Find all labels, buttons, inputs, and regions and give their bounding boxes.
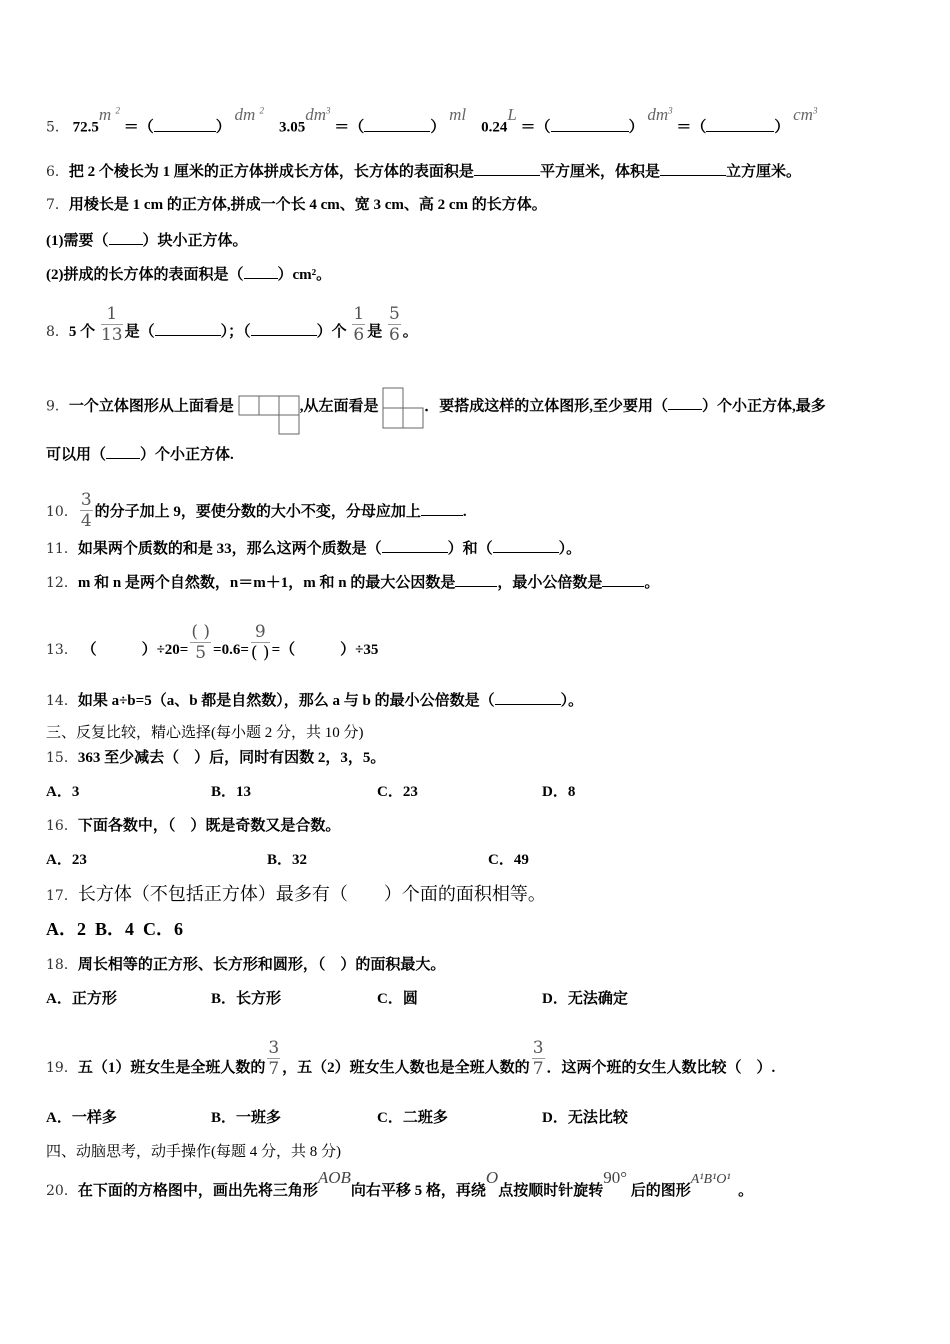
option-a[interactable]: A．正方形 xyxy=(46,991,117,1007)
unit-dm2: dm $^2$ xyxy=(234,104,265,124)
option-b[interactable]: B．32 xyxy=(267,852,308,868)
fraction: $\frac{3}{4}$ xyxy=(80,490,92,531)
option-c[interactable]: C．49 xyxy=(488,852,529,868)
option-c[interactable]: C．23 xyxy=(377,784,418,800)
unit-l: L xyxy=(507,104,517,124)
fraction: $\frac{9}{( )}$ xyxy=(250,622,270,663)
question-17: 17．长方体（不包括正方体）最多有（ ）个面的面积相等。 xyxy=(46,884,546,904)
unit-ml: ml xyxy=(449,104,467,124)
question-16: 16．下面各数中，（ ）既是奇数又是合数。 xyxy=(46,818,341,834)
question-5: 5． 72.5m $^2$ ＝（ ） dm $^2$ $3.05dm^3$ ＝（ ） ml 0.24L ＝（ ） $dm^3$ ＝（ ） $cm^3$ xyxy=(46,104,818,136)
question-8: 8．5 个 $\frac{1}{13}$ 是（ ）；（ ）个 $\frac{1}{6}$ 是 $\frac{5}{6}$ 。 xyxy=(46,304,418,345)
option-b[interactable]: B．13 xyxy=(211,784,252,800)
fraction: $\frac{3}{7}$ xyxy=(268,1038,280,1079)
question-10: 10． $\frac{3}{4}$ 的分子加上 9，要使分数的大小不变，分母应加上 . xyxy=(46,490,467,531)
question-15: 15．363 至少减去（ ）后，同时有因数 2，3，5。 xyxy=(46,750,386,766)
question-7: 7．用棱长是 1 cm 的正方体,拼成一个长 4 cm、宽 3 cm、高 2 cm 的长方体。 xyxy=(46,197,547,213)
question-19: 19．五（1）班女生是全班人数的 $\frac{3}{7}$ ，五（2）班女生人数也是全班人数的 $\frac{3}{7}$ ．这两个班的女生人数比较（ ）. xyxy=(46,1038,776,1079)
math-a1b1o1: A¹B¹O¹ xyxy=(690,1172,731,1187)
math-90-degrees: 90° xyxy=(603,1168,628,1187)
fraction: $\frac{( )}{5}$ xyxy=(191,622,211,663)
option-b[interactable]: B．长方形 xyxy=(211,991,282,1007)
math-aob: AOB xyxy=(317,1168,351,1187)
answer-blank[interactable] xyxy=(364,116,430,132)
option-d[interactable]: D．无法确定 xyxy=(542,991,628,1007)
question-11: 11．如果两个质数的和是 33，那么这两个质数是（ ）和（ ）。 xyxy=(46,537,581,559)
top-view-grid-icon xyxy=(238,395,300,435)
answer-blank[interactable] xyxy=(109,229,143,245)
answer-blank[interactable] xyxy=(455,571,497,587)
fraction: $\frac{1}{6}$ xyxy=(353,304,365,345)
unit-dm3: $dm^3$ xyxy=(647,104,673,124)
answer-blank[interactable] xyxy=(602,571,644,587)
option-c[interactable]: C．6 xyxy=(143,919,184,939)
option-a[interactable]: A．一样多 xyxy=(46,1110,117,1126)
answer-blank[interactable] xyxy=(155,320,221,336)
answer-blank[interactable] xyxy=(244,263,278,279)
question-18: 18．周长相等的正方形、长方形和圆形，（ ）的面积最大。 xyxy=(46,957,446,973)
question-6: 6．把 2 个棱长为 1 厘米的正方体拼成长方体，长方体的表面积是 平方厘米，体积是 立方厘米。 xyxy=(46,160,801,182)
question-17-options xyxy=(46,919,183,939)
fraction: $\frac{5}{6}$ xyxy=(388,304,400,345)
answer-blank[interactable] xyxy=(474,160,540,176)
option-a[interactable]: A．2 xyxy=(46,919,86,939)
option-a[interactable]: A．23 xyxy=(46,852,87,868)
option-a[interactable]: A．3 xyxy=(46,784,80,800)
option-d[interactable]: D．无法比较 xyxy=(542,1110,628,1126)
option-d[interactable]: D．8 xyxy=(542,784,576,800)
question-13: 13． （ ）÷20= $\frac{( )}{5}$ =0.6= $\frac{9}{( )}$ =（ ）÷35 xyxy=(46,622,379,663)
answer-blank[interactable] xyxy=(154,116,216,132)
fraction: $\frac{3}{7}$ xyxy=(532,1038,544,1079)
answer-blank[interactable] xyxy=(382,537,448,553)
unit-dm3: $dm^3$ xyxy=(305,104,331,124)
section-4-heading: 四、动脑思考，动手操作(每题 4 分，共 8 分) xyxy=(46,1144,341,1160)
answer-blank[interactable] xyxy=(251,320,317,336)
question-14: 14．如果 a÷b=5（a、b 都是自然数），那么 a 与 b 的最小公倍数是（ ）。 xyxy=(46,689,583,711)
fraction: $\frac{1}{13}$ xyxy=(100,304,123,345)
question-12: 12．m 和 n 是两个自然数，n＝m＋1，m 和 n 的最大公因数是 ，最小公倍数是 。 xyxy=(46,571,659,593)
answer-blank[interactable] xyxy=(668,394,702,410)
math-o: O xyxy=(485,1168,499,1187)
answer-blank[interactable] xyxy=(495,689,561,705)
option-b[interactable]: B．一班多 xyxy=(211,1110,282,1126)
question-7-part-1: (1)需要（ ）块小正方体。 xyxy=(46,229,248,251)
option-c[interactable]: C．二班多 xyxy=(377,1110,448,1126)
question-9-line-2: 可以用（ ）个小正方体. xyxy=(46,443,234,465)
answer-blank[interactable] xyxy=(106,443,140,459)
option-c[interactable]: C．圆 xyxy=(377,991,418,1007)
answer-blank[interactable] xyxy=(421,500,463,516)
answer-blank[interactable] xyxy=(706,116,774,132)
unit-m2: m $^2$ xyxy=(98,104,120,124)
question-20: 20．在下面的方格图中，画出先将三角形AOB向右平移 5 格，再绕O点按顺时针旋转90° 后的图形A¹B¹O¹ 。 xyxy=(46,1168,754,1199)
answer-blank[interactable] xyxy=(551,116,629,132)
question-9: 9．一个立体图形从上面看是 ,从左面看是 ．要搭成这样的立体图形,至少要用（ ）个小正方体,最多 xyxy=(46,386,826,428)
answer-blank[interactable] xyxy=(493,537,559,553)
question-7-part-2: (2)拼成的长方体的表面积是（ ）cm²。 xyxy=(46,263,331,285)
option-b[interactable]: B．4 xyxy=(95,919,135,939)
answer-blank[interactable] xyxy=(660,160,726,176)
left-view-grid-icon xyxy=(382,387,424,429)
unit-cm3: $cm^3$ xyxy=(793,104,818,124)
section-3-heading: 三、反复比较，精心选择(每小题 2 分，共 10 分) xyxy=(46,725,364,741)
